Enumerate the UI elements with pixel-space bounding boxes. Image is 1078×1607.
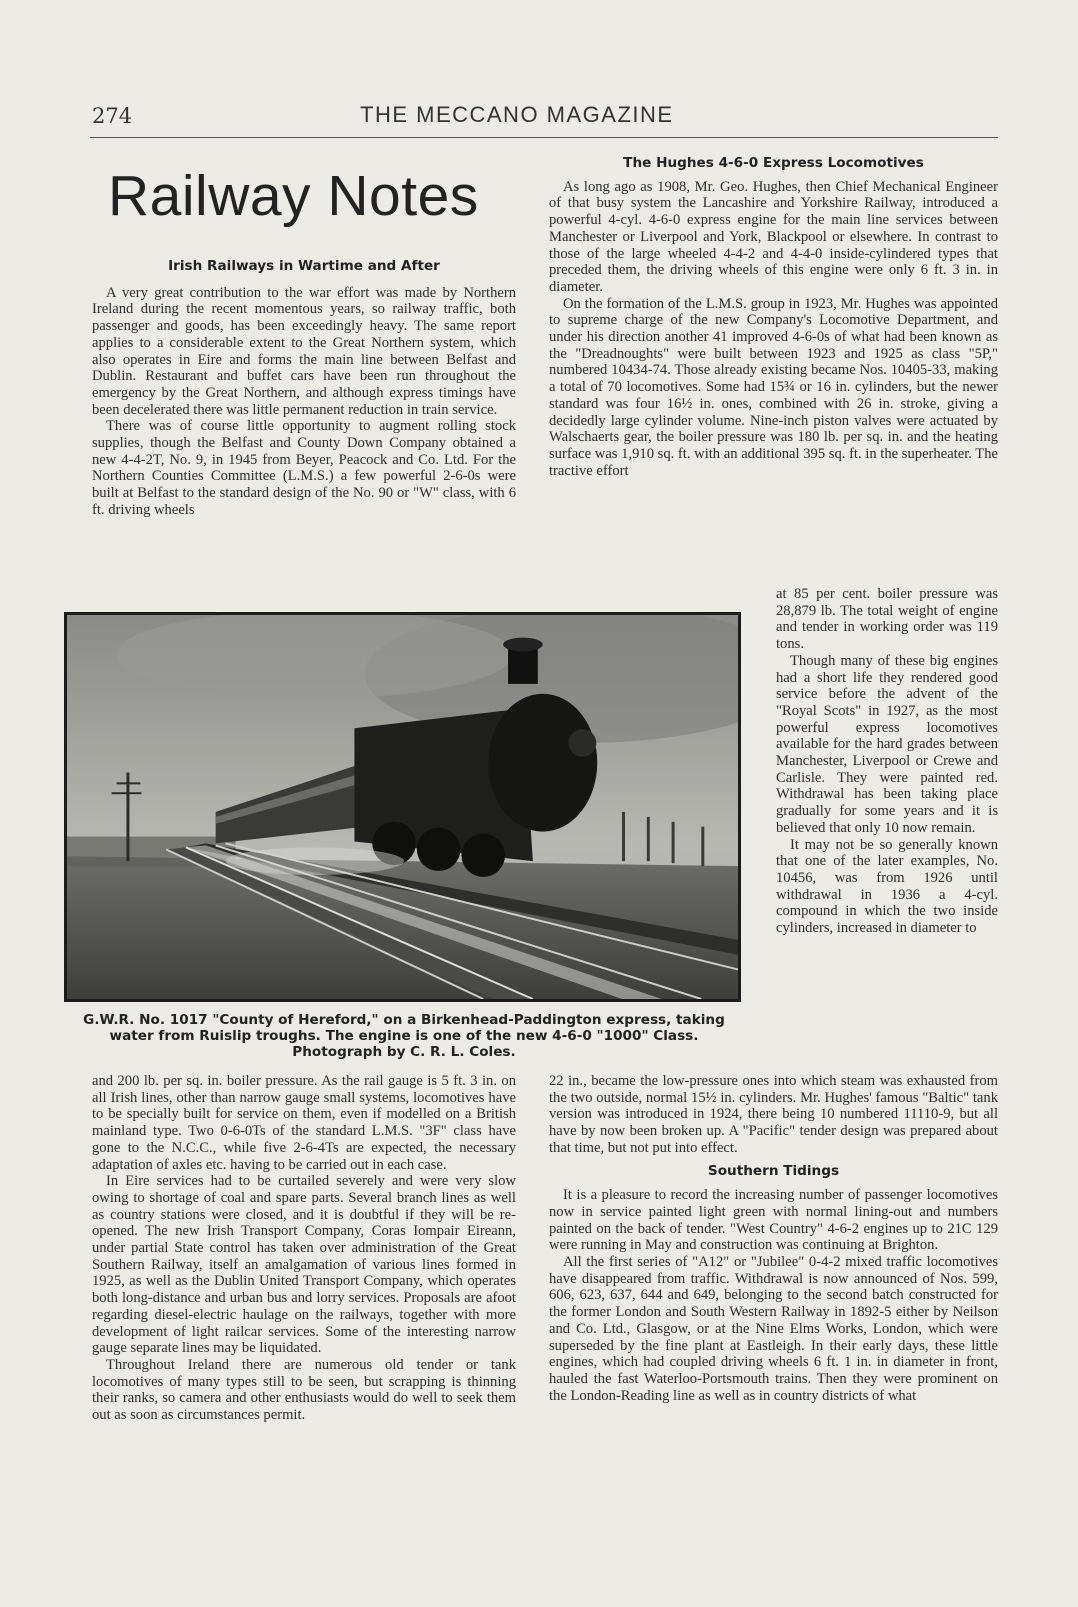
paragraph: Though many of these big engines had a short life they rendered good service before the advent of the "Royal Scots" in 1927, as the most powerful express locomotives available for the hard grades between Manchester, Liverpool or Crewe and Carlisle. They were painted red. Withdrawal has been taking place gradually for some years and it is believed that only 10 now remain.	[776, 652, 998, 836]
photo-caption: G.W.R. No. 1017 "County of Hereford," on a Birkenhead-Paddington express, taking water from Ruislip troughs. The engine is one of the new 4-6-0 "1000" Class. Photograph by C. R. L. Coles.	[83, 1012, 725, 1060]
narrow-column	[776, 586, 998, 937]
page-number: 274	[92, 104, 133, 128]
paragraph: It may not be so generally known that one of the later examples, No. 10456, was from 1926 until withdrawal in 1936 a 4-cyl. compound in which the two inside cylinders, increased in diameter to	[776, 836, 998, 937]
paragraph: 22 in., became the low-pressure ones into which steam was exhausted from the two outside, normal 15½ in. cylinders. Mr. Hughes' famous "Baltic" tank version was introduced in 1924, there being 10 numbered 11110-9, but all have by now been broken up. A "Pacific" tender design was prepared about that time, but not put into effect.	[549, 1073, 998, 1156]
paragraph: A very great contribution to the war effort was made by Northern Ireland during the recent momentous years, so railway traffic, both passenger and goods, has been exceedingly heavy. The same report applies to a considerable extent to the Great Northern system, which also operates in Eire and forms the main line between Belfast and Dublin. Restaurant and buffet cars have been run throughout the emergency by the Great Northern, and although express timings have been decelerated there was little permanent reduction in train service.	[92, 284, 516, 418]
photo-illustration	[67, 615, 738, 999]
paragraph: All the first series of "A12" or "Jubilee" 0-4-2 mixed traffic locomotives have disappeared from traffic. Withdrawal is now announced of Nos. 599, 606, 623, 637, 644 and 649, belonging to the second batch constructed for the former London and South Western Railway in 1892-5 either by Neilson and Co. Ltd., Glasgow, or at the Nine Elms Works, London, which were superseded by the fine plant at Eastleigh. In their early days, these little engines, which had coupled driving wheels 6 ft. 1 in. in diameter in front, hauled the fast Waterloo-Portsmouth trains. Then they were prominent on the London-Reading line as well as in country districts of what	[549, 1254, 998, 1404]
paragraph: As long ago as 1908, Mr. Geo. Hughes, then Chief Mechanical Engineer of that busy system the Lancashire and Yorkshire Railway, introduced a powerful 4-cyl. 4-6-0 express engine for the main line services between Manchester or Liverpool and York, Blackpool or elsewhere. In contrast to those of the large wheeled 4-4-2 and 4-4-0 inside-cylindered types that preceded them, the driving wheels of this engine were only 6 ft. 3 in. in diameter.	[549, 178, 998, 295]
header-rule	[90, 137, 998, 138]
section-heading-irish: Irish Railways in Wartime and After	[168, 258, 440, 274]
article-title: Railway Notes	[108, 164, 479, 228]
paragraph: In Eire services had to be curtailed severely and were very slow owing to shortage of coal and spare parts. Several branch lines as well as country stations were closed, and it is doubtful if they will be re-opened. The new Irish Transport Company, Coras Iompair Eireann, under partial State control has taken over administration of the Great Southern Railway, itself an amalgamation of various lines formed in 1925, as well as the Dublin United Transport Company, which operates both long-distance and urban bus and lorry services. Proposals are afoot regarding diesel-electric haulage on the railways, together with more development of light railcar services. Some of the interesting narrow gauge separate lines may be liquidated.	[92, 1173, 516, 1357]
paragraph: at 85 per cent. boiler pressure was 28,879 lb. The total weight of engine and tender in working order was 119 tons.	[776, 586, 998, 653]
paragraph: It is a pleasure to record the increasing number of passenger locomotives now in service painted light green with normal lining-out and numbers painted on the back of tender. "West Country" 4-6-2 engines up to 21C 129 were running in May and construction was continuing at Brighton.	[549, 1187, 998, 1254]
paragraph: Throughout Ireland there are numerous old tender or tank locomotives of many types still to be seen, but scrapping is thinning their ranks, so camera and other enthusiasts would do well to seek them out as soon as circumstances permit.	[92, 1356, 516, 1424]
left-column-top	[92, 258, 516, 519]
paragraph: There was of course little opportunity to augment rolling stock supplies, though the Belfast and County Down Company obtained a new 4-4-2T, No. 9, in 1945 from Beyer, Peacock and Co. Ltd. For the Northern Counties Committee (L.M.S.) a few powerful 2-6-0s were built at Belfast to the standard design of the No. 90 or "W" class, with 6 ft. driving wheels	[92, 418, 516, 518]
paragraph: On the formation of the L.M.S. group in 1923, Mr. Hughes was appointed to supreme charge of the new Company's Locomotive Department, and under his direction another 41 improved 4-6-0s of what had been known as the "Dreadnoughts" were built between 1923 and 1925 as class "5P," numbered 10434-74. Those already existing became Nos. 10405-33, making a total of 70 locomotives. Some had 15¾ or 16 in. cylinders, but the newer standard was four 16½ in. ones, combined with 26 in. stroke, giving a decidedly large cylinder volume. Nine-inch piston valves were actuated by Walschaerts gear, the boiler pressure was 180 lb. per sq. in. and the heating surface was 1,910 sq. ft. with an additional 395 sq. ft. in the superheater. The tractive effort	[549, 295, 998, 479]
section-heading-southern: Southern Tidings	[707, 1162, 840, 1179]
section-heading-hughes: The Hughes 4-6-0 Express Locomotives	[623, 155, 924, 171]
locomotive-photograph	[64, 612, 741, 1002]
right-column-bottom	[549, 1073, 998, 1404]
paragraph: and 200 lb. per sq. in. boiler pressure. As the rail gauge is 5 ft. 3 in. on all Irish lines, other than narrow gauge small systems, locomotives have to be specially built for service on them, even if modelled on a British mainland type. Two 0-6-0Ts of the standard L.M.S. "3F" class have gone to the N.C.C., while five 2-6-4Ts are expected, the necessary adaptation of axles etc. having to be carried out in each case.	[92, 1073, 516, 1173]
magazine-title: THE MECCANO MAGAZINE	[360, 102, 674, 127]
left-column-bottom	[92, 1073, 516, 1424]
right-column-top	[549, 155, 998, 479]
